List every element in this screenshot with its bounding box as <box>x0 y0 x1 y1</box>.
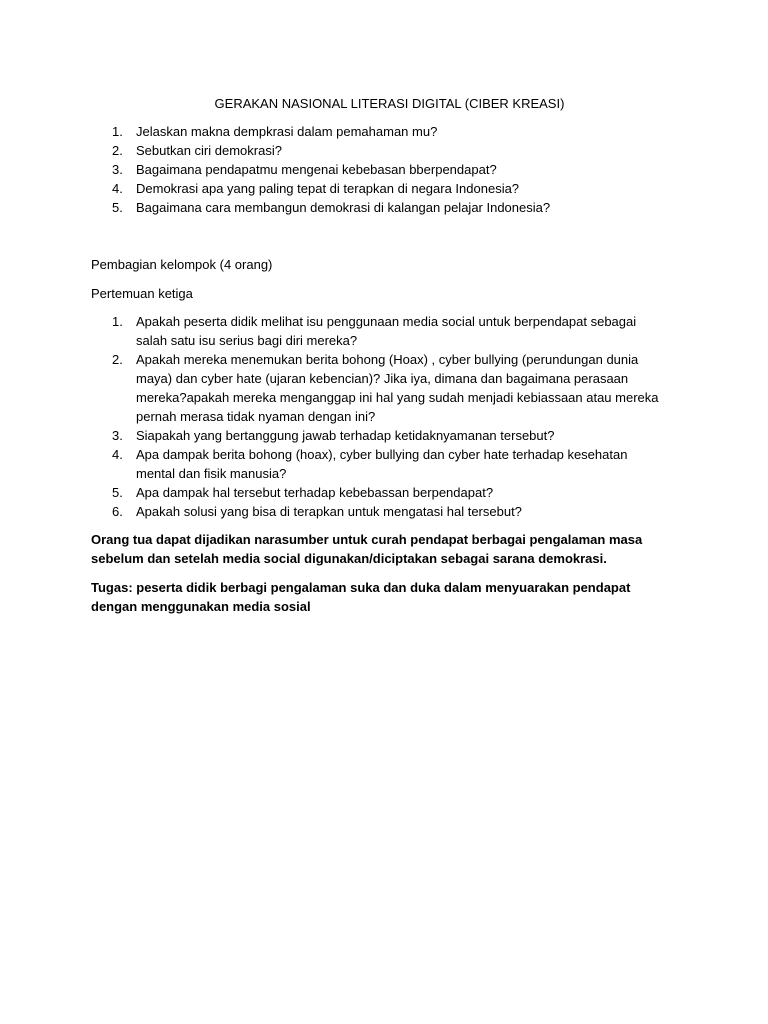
list-item <box>91 426 668 445</box>
list-item <box>91 179 668 198</box>
list-item <box>91 502 668 521</box>
list-item <box>91 312 668 350</box>
list-number: 3. <box>112 162 123 177</box>
list-text: Apa dampak hal tersebut terhadap kebebassan berpendapat? <box>136 485 494 500</box>
list-text: Sebutkan ciri demokrasi? <box>136 143 282 158</box>
list-item <box>91 141 668 160</box>
list-item <box>91 122 668 141</box>
list-number: 5. <box>112 200 123 215</box>
group-label: Pembagian kelompok (4 orang) <box>91 257 273 272</box>
list-number: 3. <box>112 428 123 443</box>
list-item <box>91 483 668 502</box>
list-number: 1. <box>112 124 123 139</box>
list-text: Apa dampak berita bohong (hoax), cyber bullying dan cyber hate terhadap kesehatan mental dan fisik manusia? <box>136 447 628 481</box>
bold-paragraph-task: Tugas: peserta didik berbagi pengalaman suka dan duka dalam menyuarakan pendapat dengan menggunakan media sosial <box>91 580 631 614</box>
bold-paragraph-parents: Orang tua dapat dijadikan narasumber untuk curah pendapat berbagai pengalaman masa sebelum dan setelah media social digunakan/diciptakan sebagai sarana demokrasi. <box>91 532 643 566</box>
list-text: Jelaskan makna dempkrasi dalam pemahaman mu? <box>136 124 438 139</box>
list-item <box>91 198 668 217</box>
list-text: Apakah solusi yang bisa di terapkan untuk mengatasi hal tersebut? <box>136 504 522 519</box>
list-text: Apakah peserta didik melihat isu penggunaan media social untuk berpendapat sebagai salah satu isu serius bagi diri mereka? <box>136 314 637 348</box>
list-item <box>91 445 668 483</box>
meeting-label: Pertemuan ketiga <box>91 286 193 301</box>
document-title: GERAKAN NASIONAL LITERASI DIGITAL (CIBER KREASI) <box>214 96 565 111</box>
list-text: Bagaimana cara membangun demokrasi di kalangan pelajar Indonesia? <box>136 200 551 215</box>
list-number: 1. <box>112 314 123 329</box>
list-item <box>91 160 668 179</box>
list-item <box>91 350 668 426</box>
list-text: Demokrasi apa yang paling tepat di terapkan di negara Indonesia? <box>136 181 520 196</box>
list-number: 2. <box>112 143 123 158</box>
list-text: Apakah mereka menemukan berita bohong (Hoax) , cyber bullying (perundungan dunia maya) dan cyber hate (ujaran kebencian)? Jika iya, dimana dan bagaimana perasaan mereka?apakah mereka menganggap ini hal yang sudah menjadi kebiassaan atau mereka pernah merasa tidak nyaman dengan ini? <box>136 352 659 424</box>
question-list-2 <box>91 312 668 521</box>
list-text: Bagaimana pendapatmu mengenai kebebasan bberpendapat? <box>136 162 497 177</box>
list-number: 6. <box>112 504 123 519</box>
list-text: Siapakah yang bertanggung jawab terhadap ketidaknyamanan tersebut? <box>136 428 555 443</box>
list-number: 2. <box>112 352 123 367</box>
list-number: 5. <box>112 485 123 500</box>
list-number: 4. <box>112 447 123 462</box>
list-number: 4. <box>112 181 123 196</box>
spacer <box>91 217 668 255</box>
question-list-1 <box>91 122 668 217</box>
